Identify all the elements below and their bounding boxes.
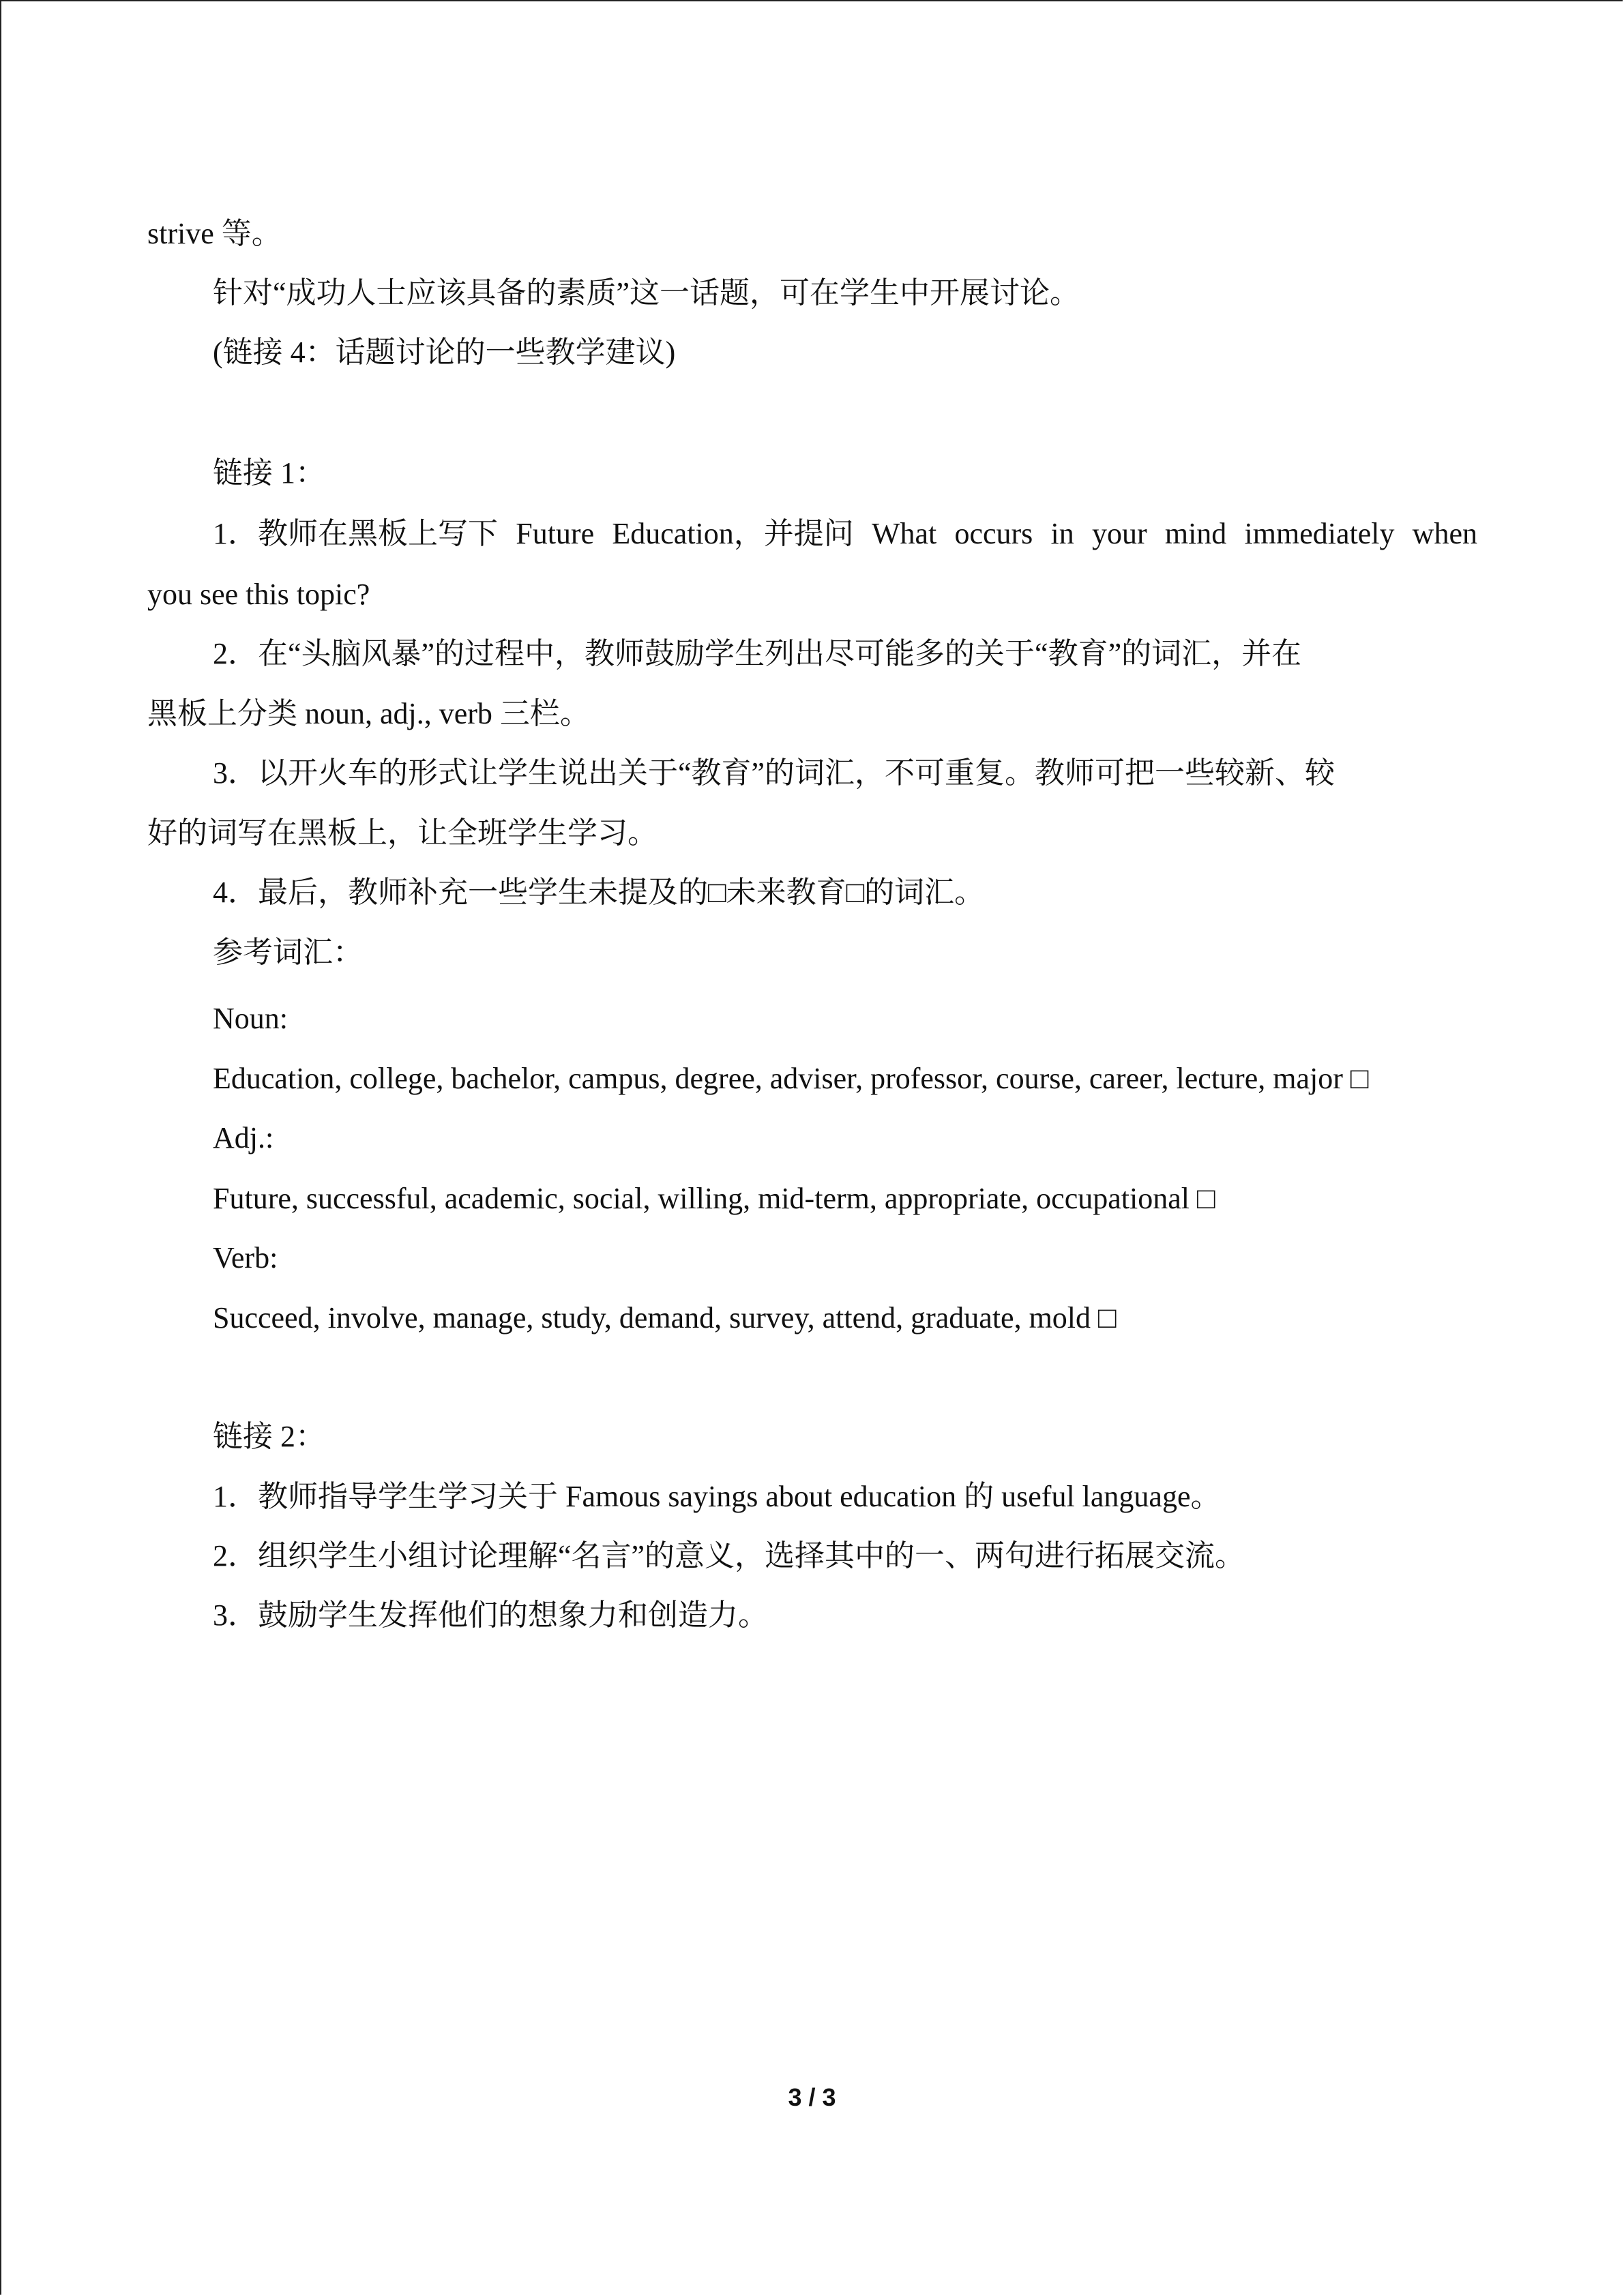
text-line: strive 等。 bbox=[147, 217, 282, 250]
text-line: 2．在“头脑风暴”的过程中，教师鼓励学生列出尽可能多的关于“教育”的词汇，并在 bbox=[213, 637, 1302, 670]
section-heading-link-1: 链接 1： bbox=[213, 456, 325, 490]
text-line: 3．以开火车的形式让学生说出关于“教育”的词汇，不可重复。教师可把一些较新、较 bbox=[213, 756, 1335, 790]
text-line: (链接 4：话题讨论的一些教学建议) bbox=[213, 336, 676, 369]
word: 1．教师在黑板上写下 bbox=[213, 517, 498, 550]
section-heading-link-2: 链接 2： bbox=[213, 1420, 325, 1453]
word: when bbox=[1412, 517, 1477, 550]
word: your bbox=[1091, 517, 1147, 550]
word: mind bbox=[1164, 517, 1227, 550]
text-line: you see this topic? bbox=[147, 578, 370, 611]
text-line: 参考词汇： bbox=[213, 936, 363, 969]
text-line: 3．鼓励学生发挥他们的想象力和创造力。 bbox=[213, 1598, 768, 1632]
text-line: 1．教师指导学生学习关于 Famous sayings about education 的 useful language。 bbox=[213, 1480, 1221, 1513]
word: immediately bbox=[1244, 517, 1395, 550]
page-number: 3 / 3 bbox=[788, 2083, 836, 2111]
text-line: 2．组织学生小组讨论理解“名言”的意义，选择其中的一、两句进行拓展交流。 bbox=[213, 1539, 1245, 1572]
vocab-heading-noun: Noun: bbox=[213, 1002, 288, 1035]
vocab-list-adj: Future, successful, academic, social, willing, mid-term, appropriate, occupational □ bbox=[213, 1182, 1215, 1215]
word: Future bbox=[516, 517, 595, 550]
word: occurs bbox=[954, 517, 1033, 550]
word: Education，并提问 bbox=[612, 517, 854, 550]
vocab-list-verb: Succeed, involve, manage, study, demand, survey, attend, graduate, mold □ bbox=[213, 1301, 1117, 1335]
vocab-list-noun: Education, college, bachelor, campus, degree, adviser, professor, course, career, lecture, major □ bbox=[213, 1062, 1369, 1095]
vocab-heading-verb: Verb: bbox=[213, 1241, 278, 1274]
word: in bbox=[1050, 517, 1074, 550]
text-line: 黑板上分类 noun, adj., verb 三栏。 bbox=[147, 697, 590, 730]
text-line: 好的词写在黑板上，让全班学生学习。 bbox=[147, 816, 658, 850]
text-line: 4．最后，教师补充一些学生未提及的□未来教育□的词汇。 bbox=[213, 876, 985, 909]
word: What bbox=[871, 517, 937, 550]
text-line: 针对“成功人士应该具备的素质”这一话题，可在学生中开展讨论。 bbox=[213, 276, 1080, 310]
vocab-heading-adj: Adj.: bbox=[213, 1121, 274, 1154]
text-line bbox=[213, 516, 1477, 552]
